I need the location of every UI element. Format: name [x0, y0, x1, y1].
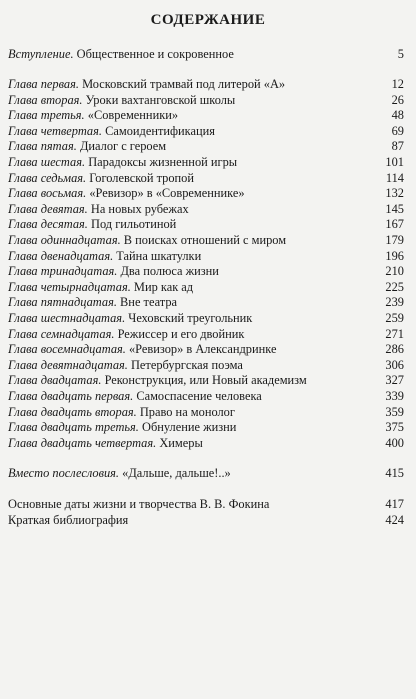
toc-entry-chapter	[8, 217, 404, 233]
toc-entry-label: Глава двадцатая.	[8, 373, 102, 388]
toc-entry-chapter	[8, 342, 404, 358]
toc-entry-chapter	[8, 311, 404, 327]
toc-entry-appendix	[8, 497, 404, 513]
page-title: СОДЕРЖАНИЕ	[150, 12, 266, 28]
toc-entry-page: 306	[385, 357, 404, 372]
toc-entry-label: Глава шестнадцатая.	[8, 311, 126, 325]
toc-entry-text	[8, 436, 368, 452]
toc-entry-title: Основные даты жизни и творчества В. В. Фокина	[8, 497, 270, 512]
toc-entry-chapter	[8, 327, 404, 343]
toc-entry-intro	[8, 47, 404, 63]
toc-entry-label: Глава двадцать первая.	[8, 388, 134, 403]
toc-entry-page: 339	[385, 388, 404, 403]
toc-entry-title: Диалог с героем	[79, 139, 167, 154]
toc-entry-text	[8, 77, 368, 93]
toc-entry-label: Глава двадцать четвертая.	[8, 435, 157, 450]
toc-entry-text	[8, 171, 368, 187]
toc-entry-label: Глава одиннадцатая.	[8, 233, 121, 248]
toc-entry-text	[8, 155, 368, 171]
toc-entry-label: Глава двенадцатая.	[8, 248, 114, 263]
toc-entry-chapter	[8, 171, 404, 187]
toc-entry-page: 259	[385, 311, 404, 325]
toc-entry-text	[8, 280, 368, 296]
toc-entry-label: Глава пятнадцатая.	[8, 295, 117, 310]
chapter-list	[8, 77, 404, 451]
toc-entry-title: На новых рубежах	[90, 201, 189, 216]
toc-entry-text	[8, 186, 368, 202]
toc-entry-text	[8, 405, 368, 421]
toc-entry-title: Гоголевской тропой	[89, 170, 194, 185]
toc-entry-label: Глава тринадцатая.	[8, 264, 118, 279]
toc-entry-title: «Современники»	[87, 108, 179, 123]
toc-entry-title: Парадоксы жизненной игры	[88, 155, 238, 170]
toc-entry-label: Глава десятая.	[8, 217, 88, 232]
toc-entry-title: Краткая библиография	[8, 513, 129, 528]
toc-entry-text	[8, 264, 368, 280]
toc-entry-chapter	[8, 155, 404, 171]
toc-entry-page: 225	[385, 279, 404, 294]
toc-entry-title: Общественное и сокровенное	[76, 47, 234, 61]
toc-entry-chapter	[8, 249, 404, 265]
toc-entry-title: Тайна шкатулки	[116, 248, 202, 263]
toc-entry-text	[8, 233, 368, 249]
toc-entry-label: Вступление.	[8, 47, 74, 61]
toc-entry-chapter	[8, 420, 404, 436]
toc-entry-page: 69	[391, 123, 404, 138]
table-of-contents	[8, 47, 404, 529]
toc-entry-page: 167	[385, 217, 404, 232]
toc-entry-label: Глава первая.	[8, 77, 79, 92]
toc-entry-label: Глава семнадцатая.	[8, 326, 115, 341]
toc-entry-title: «Ревизор» в Александринке	[128, 342, 277, 357]
toc-entry-label: Глава вторая.	[8, 92, 83, 107]
toc-entry-chapter	[8, 233, 404, 249]
toc-entry-page: 12	[391, 77, 404, 92]
toc-entry-title: В поисках отношений с миром	[123, 233, 287, 248]
toc-entry-label: Глава пятая.	[8, 139, 77, 154]
toc-entry-title: Режиссер и его двойник	[117, 326, 245, 341]
toc-entry-page: 424	[385, 513, 404, 528]
toc-entry-chapter	[8, 373, 404, 389]
toc-entry-page: 400	[385, 435, 404, 450]
toc-entry-label: Вместо послесловия.	[8, 465, 120, 480]
toc-entry-text	[8, 389, 368, 405]
toc-entry-appendix	[8, 513, 404, 529]
toc-entry-label: Глава восьмая.	[8, 186, 87, 201]
toc-entry-chapter	[8, 139, 404, 155]
toc-entry-chapter	[8, 186, 404, 202]
toc-entry-title: Московский трамвай под литерой «А»	[82, 77, 286, 92]
toc-entry-chapter	[8, 108, 404, 124]
toc-entry-chapter	[8, 389, 404, 405]
toc-entry-label: Глава девятнадцатая.	[8, 357, 128, 372]
toc-entry-chapter	[8, 202, 404, 218]
toc-entry-text	[8, 358, 368, 374]
section-gap	[8, 451, 404, 466]
toc-entry-text	[8, 466, 368, 482]
toc-entry-title: Химеры	[159, 435, 203, 450]
toc-entry-page: 179	[385, 233, 404, 248]
toc-entry-text	[8, 124, 368, 140]
toc-entry-page: 271	[385, 326, 404, 341]
toc-entry-text	[8, 420, 368, 436]
toc-entry-chapter	[8, 295, 404, 311]
toc-entry-text	[8, 249, 368, 265]
toc-entry-title: Вне театра	[120, 295, 178, 310]
toc-entry-text	[8, 295, 368, 311]
toc-entry-page: 196	[385, 248, 404, 263]
toc-entry-page: 415	[385, 465, 404, 480]
toc-entry-chapter	[8, 124, 404, 140]
toc-entry-title: Обнуление жизни	[142, 420, 237, 435]
toc-entry-chapter	[8, 264, 404, 280]
toc-entry-title: Реконструкция, или Новый академизм	[104, 373, 307, 388]
toc-entry-title: Право на монолог	[139, 404, 235, 419]
toc-entry-chapter	[8, 436, 404, 452]
toc-entry-page: 359	[385, 404, 404, 419]
toc-entry-title: «Ревизор» в «Современнике»	[89, 186, 245, 201]
toc-entry-title: Два полюса жизни	[120, 264, 219, 279]
toc-entry-text	[8, 93, 368, 109]
toc-entry-page: 87	[391, 139, 404, 154]
toc-entry-label: Глава девятая.	[8, 201, 88, 216]
toc-entry-chapter	[8, 93, 404, 109]
toc-entry-text	[8, 202, 368, 218]
toc-entry-page: 5	[397, 47, 404, 61]
toc-entry-title: Чеховский треугольник	[128, 311, 253, 325]
toc-entry-text	[8, 139, 368, 155]
toc-entry-page: 417	[385, 497, 404, 512]
toc-entry-text	[8, 342, 368, 358]
toc-entry-chapter	[8, 358, 404, 374]
toc-entry-label: Глава шестая.	[8, 155, 86, 170]
toc-entry-text	[8, 327, 368, 343]
toc-entry-page: 286	[385, 342, 404, 357]
toc-entry-text	[8, 311, 368, 327]
toc-entry-text	[8, 217, 368, 233]
toc-entry-afterword	[8, 466, 404, 482]
toc-entry-title: Самоидентификация	[105, 123, 215, 138]
toc-entry-title: Под гильотиной	[91, 217, 177, 232]
toc-entry-chapter	[8, 405, 404, 421]
toc-entry-label: Глава восемнадцатая.	[8, 342, 126, 357]
toc-entry-label: Глава двадцать вторая.	[8, 404, 137, 419]
toc-entry-label: Глава двадцать третья.	[8, 420, 139, 435]
toc-entry-page: 132	[385, 186, 404, 201]
toc-entry-label: Глава четвертая.	[8, 123, 102, 138]
toc-entry-page: 239	[385, 295, 404, 310]
toc-entry-title: Мир как ад	[133, 279, 194, 294]
toc-entry-label: Глава седьмая.	[8, 170, 87, 185]
toc-entry-label: Глава четырнадцатая.	[8, 279, 131, 294]
toc-entry-title: Уроки вахтанговской школы	[85, 92, 236, 107]
toc-entry-page: 375	[385, 420, 404, 435]
toc-entry-title: Самоспасение человека	[136, 388, 262, 403]
toc-entry-chapter	[8, 77, 404, 93]
toc-entry-page: 145	[385, 201, 404, 216]
toc-entry-label: Глава третья.	[8, 108, 85, 123]
toc-entry-text	[8, 108, 368, 124]
toc-entry-text	[8, 47, 368, 63]
toc-entry-title: Петербургская поэма	[130, 357, 243, 372]
toc-entry-page: 210	[385, 264, 404, 279]
toc-entry-page: 26	[391, 92, 404, 107]
toc-entry-page: 48	[391, 108, 404, 123]
toc-entry-chapter	[8, 280, 404, 296]
toc-entry-page: 114	[385, 170, 404, 185]
toc-entry-page: 327	[385, 373, 404, 388]
section-gap	[8, 481, 404, 497]
section-gap	[8, 63, 404, 78]
toc-entry-title: «Дальше, дальше!..»	[122, 465, 231, 480]
toc-entry-text	[8, 373, 368, 389]
toc-entry-page: 101	[385, 155, 404, 170]
